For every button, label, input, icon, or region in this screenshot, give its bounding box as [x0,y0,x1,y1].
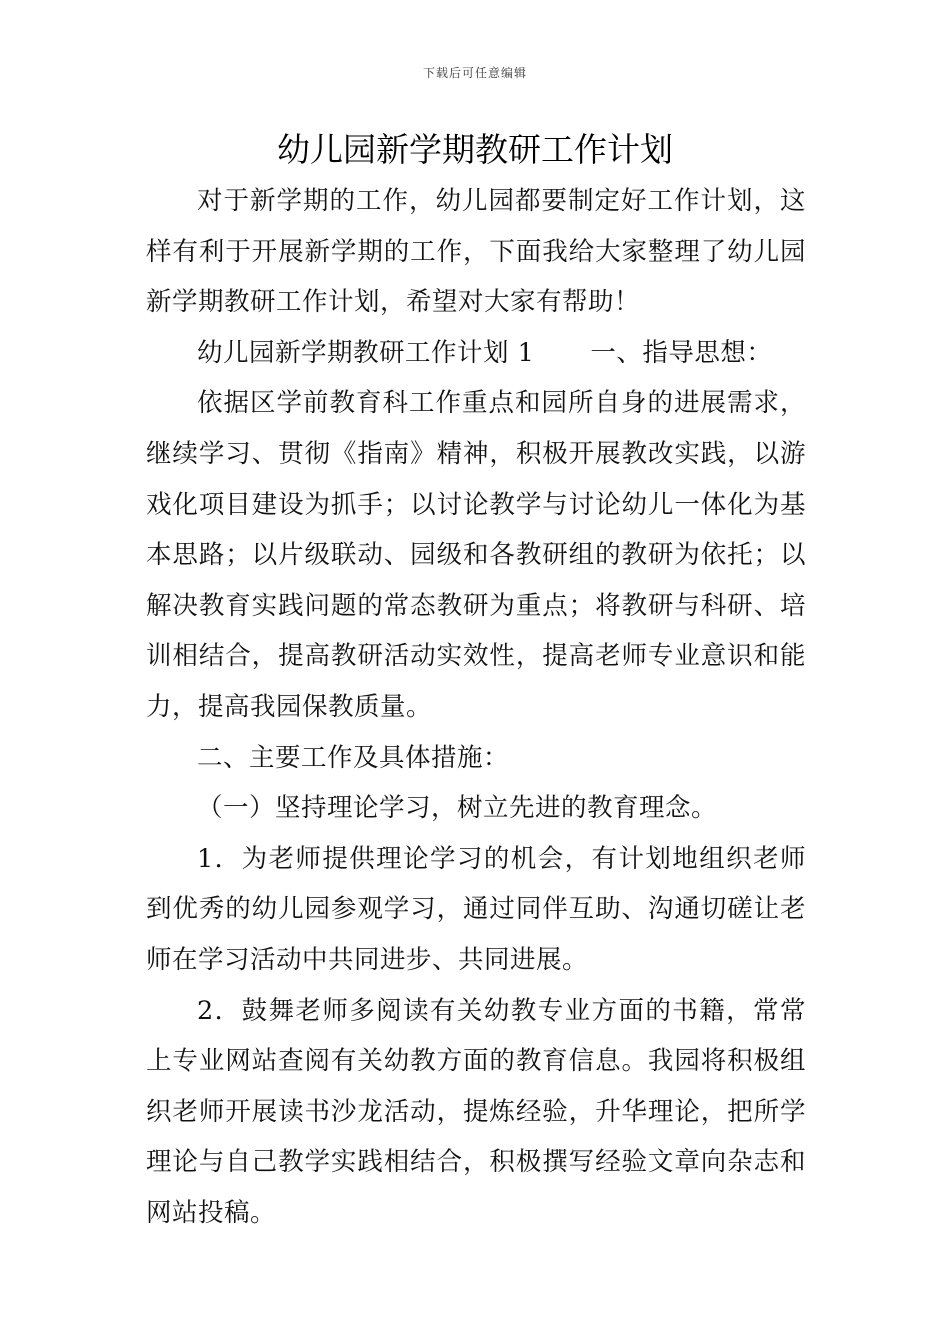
intro-paragraph: 对于新学期的工作，幼儿园都要制定好工作计划，这样有利于开展新学期的工作，下面我给大家整理了幼儿园新学期教研工作计划，希望对大家有帮助！ [146,186,806,318]
guiding-ideology-paragraph: 依据区学前教育科工作重点和园所自身的进展需求，继续学习、贯彻《指南》精神，积极开展教改实践，以游戏化项目建设为抓手；以讨论教学与讨论幼儿一体化为基本思路；以片级联动、园级和各教研组的教研为依托；以解决教育实践问题的常态教研为重点；将教研与科研、培训相结合，提高教研活动实效性，提高老师专业意识和能力，提高我园保教质量。 [146,388,806,722]
section-heading-guiding-ideology: 一、指导思想： [590,337,773,368]
subsection-heading-theory-study: （一）坚持理论学习，树立先进的教育理念。 [197,793,718,824]
document-body [146,176,806,1238]
header-note: 下载后可任意编辑 [422,66,527,80]
document-title: 幼儿园新学期教研工作计划 [277,130,673,169]
item-2-paragraph: 2．鼓舞老师多阅读有关幼教专业方面的书籍，常常上专业网站查阅有关幼教方面的教育信息。我园将积极组织老师开展读书沙龙活动，提炼经验，升华理论，把所学理论与自己教学实践相结合，积极撰写经验文章向杂志和网站投稿。 [146,995,806,1228]
section-line [146,328,806,379]
section-heading-main-work: 二、主要工作及具体措施： [197,742,510,773]
plan-title: 幼儿园新学期教研工作计划 1 [197,337,535,368]
item-1-paragraph: 1．为老师提供理论学习的机会，有计划地组织老师到优秀的幼儿园参观学习，通过同伴互助、沟通切磋让老师在学习活动中共同进步、共同进展。 [146,843,806,975]
